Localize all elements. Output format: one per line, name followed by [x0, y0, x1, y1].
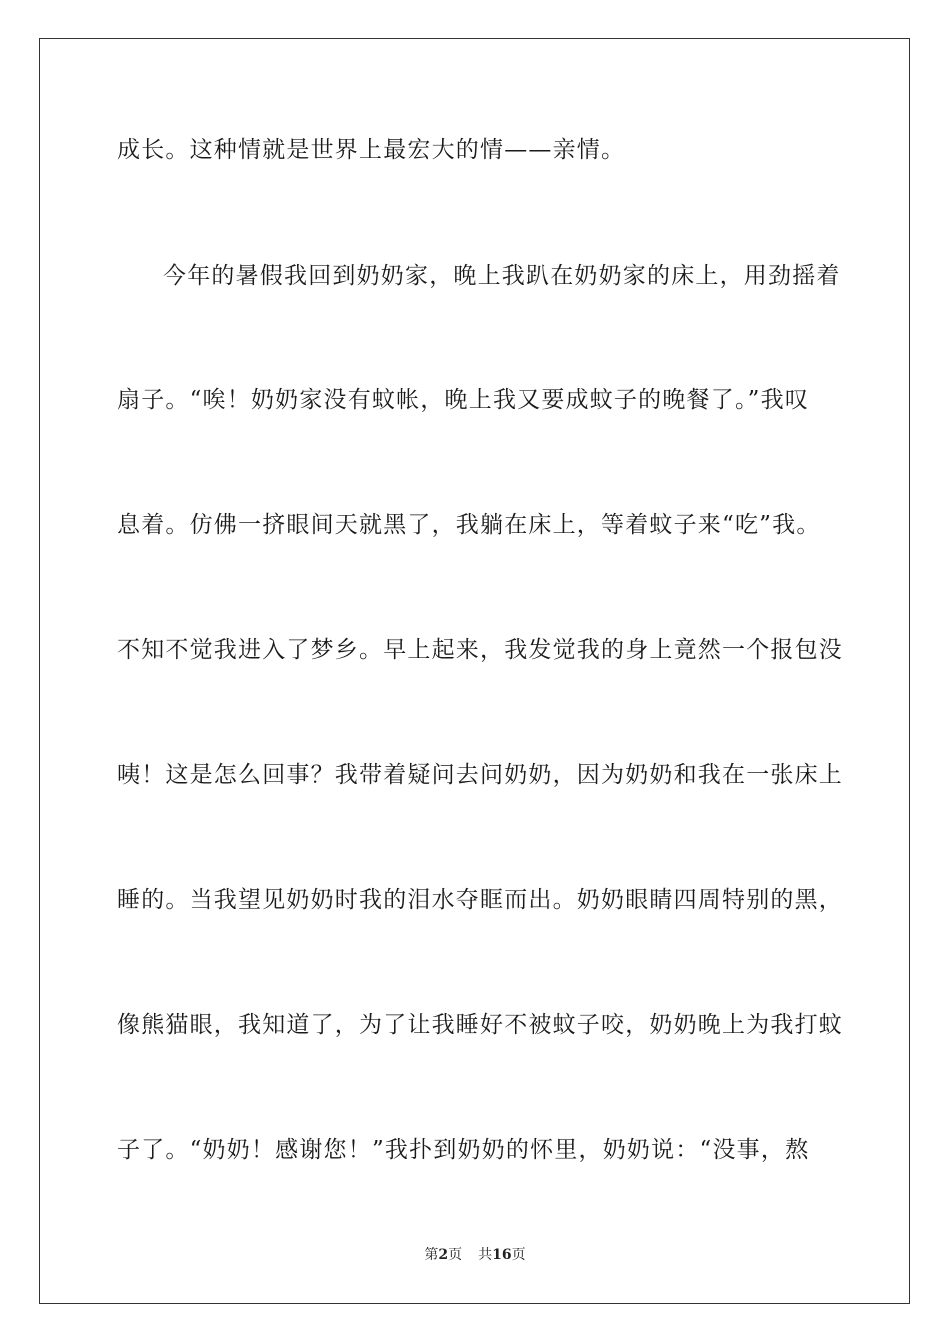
total-pages: 16 [492, 1247, 512, 1263]
page-number: 2 [438, 1247, 449, 1263]
body-line-9: 子了。“奶奶！感谢您！”我扑到奶奶的怀里，奶奶说：“没事，熬 [117, 1137, 810, 1163]
total-suffix: 页 [511, 1247, 526, 1263]
body-line-7: 睡的。当我望见奶奶时我的泪水夺眶而出。奶奶眼睛四周特别的黑， [117, 887, 843, 913]
page-suffix: 页 [448, 1247, 463, 1263]
page-footer [0, 1246, 950, 1264]
page-prefix: 第 [424, 1247, 439, 1263]
page-border [39, 38, 910, 1304]
body-line-3: 扇子。“唉！奶奶家没有蚊帐，晚上我又要成蚊子的晚餐了。”我叹 [117, 387, 810, 413]
body-line-1: 成长。这种情就是世界上最宏大的情——亲情。 [117, 137, 626, 163]
total-prefix: 共 [478, 1247, 493, 1263]
body-line-6: 咦！这是怎么回事？我带着疑问去问奶奶，因为奶奶和我在一张床上 [117, 762, 843, 788]
body-line-2: 今年的暑假我回到奶奶家，晚上我趴在奶奶家的床上，用劲摇着 [163, 263, 841, 289]
body-line-8: 像熊猫眼，我知道了，为了让我睡好不被蚊子咬，奶奶晚上为我打蚊 [117, 1012, 843, 1038]
body-line-5: 不知不觉我进入了梦乡。早上起来，我发觉我的身上竟然一个报包没 [117, 637, 843, 663]
body-line-4: 息着。仿佛一挤眼间天就黑了，我躺在床上，等着蚊子来“吃”我。 [117, 512, 821, 538]
